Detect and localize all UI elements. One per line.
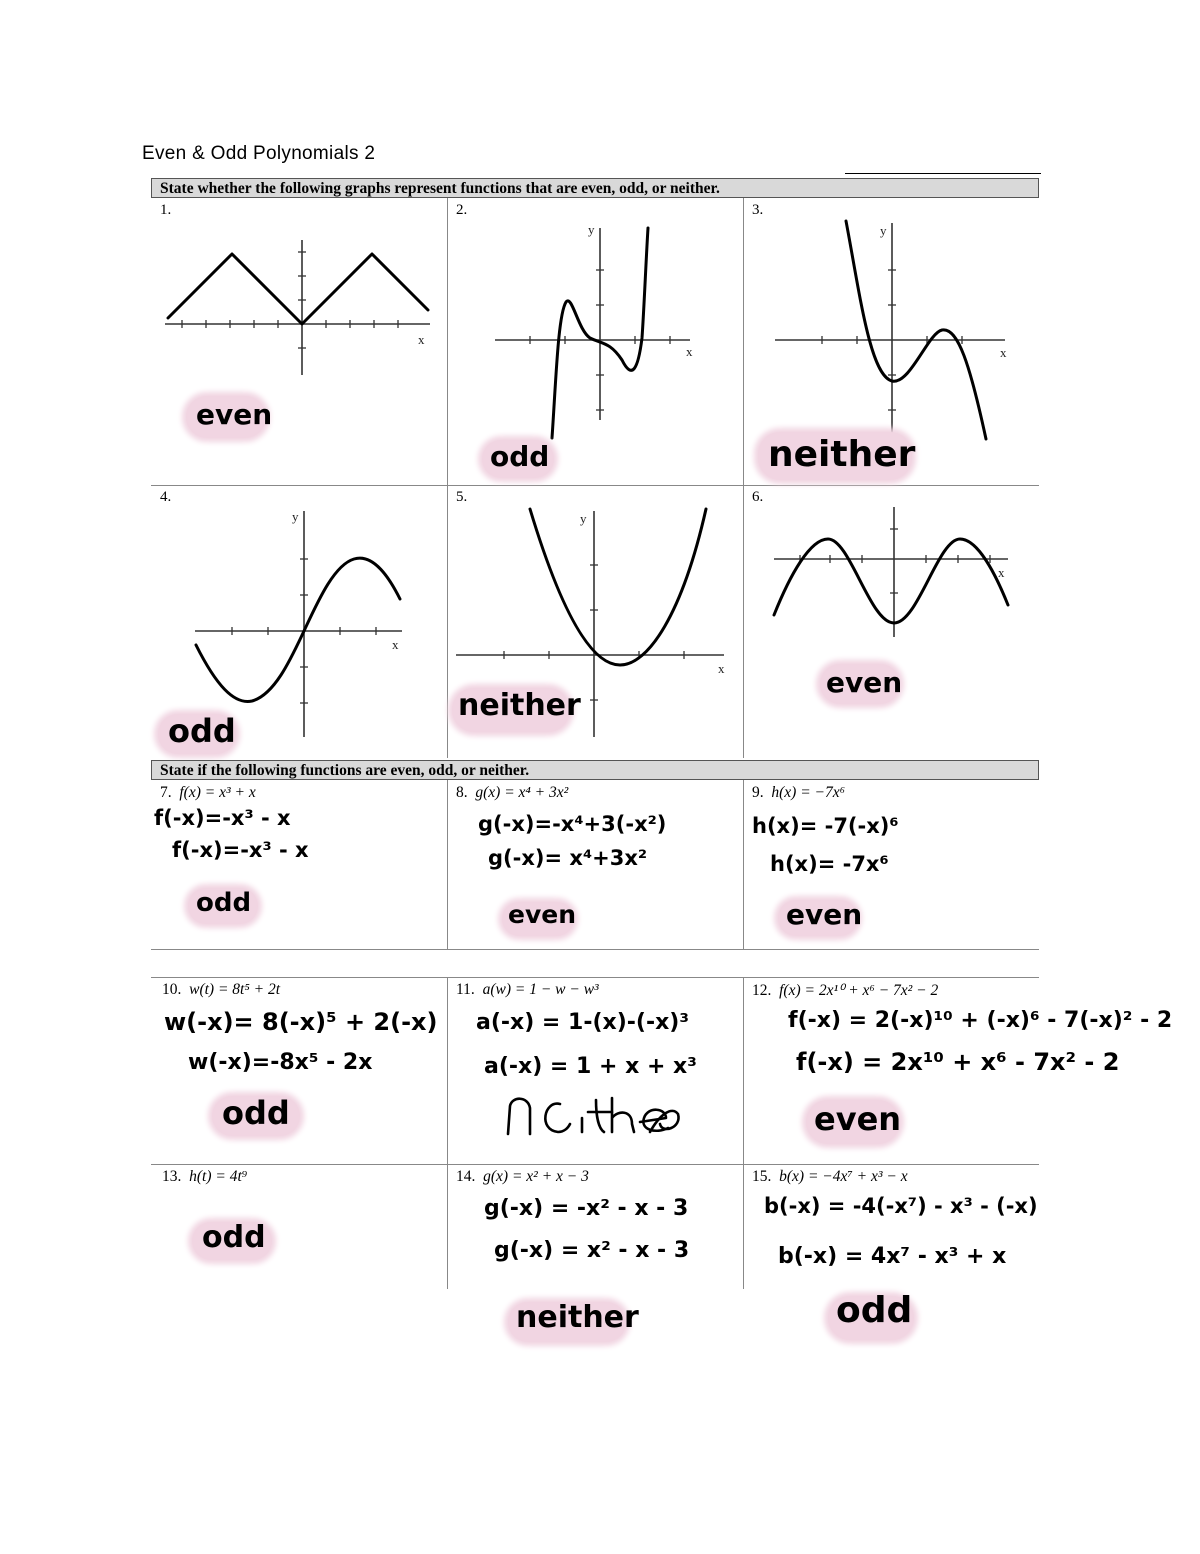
work-line: f(-x) = 2x¹⁰ + x⁶ - 7x² - 2 [796, 1048, 1120, 1076]
x-axis-label: x [686, 344, 693, 359]
graph-2 [490, 220, 700, 440]
answer-5: neither [458, 688, 581, 723]
work-line: f(-x) = 2(-x)¹⁰ + (-x)⁶ - 7(-x)² - 2 [788, 1008, 1173, 1033]
problem-12-statement: 12. f(x) = 2x¹⁰ + x⁶ − 7x² − 2 [752, 982, 939, 999]
graph-1-curve [168, 254, 428, 324]
work-line: b(-x) = 4x⁷ - x³ + x [778, 1244, 1007, 1269]
problem-number: 5. [456, 489, 468, 505]
graph-3 [770, 215, 1015, 445]
answer-11-scribble [500, 1094, 680, 1138]
problem-13-statement: 13. h(t) = 4t⁹ [162, 1168, 248, 1185]
answer-3: neither [768, 434, 916, 475]
graph-1 [160, 230, 440, 380]
answer-8: even [508, 900, 577, 929]
problem-number: 3. [752, 202, 764, 218]
problem-number: 4. [160, 489, 172, 505]
work-line: g(-x) = x² - x - 3 [494, 1238, 690, 1263]
graph-3-curve [846, 221, 986, 439]
work-line: w(-x)= 8(-x)⁵ + 2(-x) [164, 1008, 438, 1036]
x-axis-label: x [392, 637, 399, 652]
work-line: f(-x)=-x³ - x [154, 806, 291, 830]
y-axis-label: y [880, 223, 887, 238]
x-axis-label: x [418, 332, 425, 347]
graph-6-curve [774, 539, 1008, 623]
problem-number: 2. [456, 202, 468, 218]
answer-6: even [826, 666, 903, 699]
name-line [845, 173, 1041, 174]
work-line: h(x)= -7(-x)⁶ [752, 814, 899, 838]
grid-divider [151, 949, 1039, 950]
x-axis-label: x [1000, 345, 1007, 360]
problem-number: 6. [752, 489, 764, 505]
answer-1: even [196, 398, 273, 431]
answer-15: odd [836, 1290, 913, 1331]
work-line: g(-x)= x⁴+3x² [488, 846, 648, 870]
worksheet-title: Even & Odd Polynomials 2 [142, 143, 376, 164]
problem-7-statement: 7. f(x) = x³ + x [160, 784, 256, 801]
x-axis-label: x [718, 661, 725, 676]
answer-2: odd [490, 440, 550, 473]
graph-6 [770, 505, 1015, 640]
problem-14-statement: 14. g(x) = x² + x − 3 [456, 1168, 589, 1185]
graph-4 [190, 505, 415, 740]
work-line: a(-x) = 1-(x)-(-x)³ [476, 1010, 689, 1035]
x-axis-label: x [998, 565, 1005, 580]
y-axis-label: y [588, 222, 595, 237]
answer-9: even [786, 898, 863, 931]
grid-divider [151, 485, 1039, 486]
grid-divider [447, 977, 448, 1289]
grid-divider [743, 198, 744, 758]
problem-15-statement: 15. b(x) = −4x⁷ + x³ − x [752, 1168, 908, 1185]
problem-11-statement: 11. a(w) = 1 − w − w³ [456, 981, 599, 998]
answer-14: neither [516, 1300, 639, 1335]
work-line: f(-x)=-x³ - x [172, 838, 309, 862]
y-axis-label: y [580, 511, 587, 526]
section1-instruction: State whether the following graphs represent functions that are even, odd, or neither. [151, 178, 1039, 198]
work-line: h(x)= -7x⁶ [770, 852, 889, 876]
problem-8-statement: 8. g(x) = x⁴ + 3x² [456, 784, 569, 801]
grid-divider [151, 977, 1039, 978]
problem-10-statement: 10. w(t) = 8t⁵ + 2t [162, 981, 281, 998]
grid-divider [151, 1164, 1039, 1165]
answer-4: odd [168, 712, 236, 750]
answer-12: even [814, 1100, 902, 1138]
grid-divider [447, 198, 448, 758]
work-line: g(-x) = -x² - x - 3 [484, 1196, 689, 1221]
work-line: g(-x)=-x⁴+3(-x²) [478, 812, 667, 836]
work-line: b(-x) = -4(-x⁷) - x³ - (-x) [764, 1194, 1038, 1218]
work-line: w(-x)=-8x⁵ - 2x [188, 1050, 373, 1075]
grid-divider [743, 780, 744, 950]
answer-10: odd [222, 1094, 290, 1132]
answer-7: odd [196, 888, 252, 918]
problem-9-statement: 9. h(x) = −7x⁶ [752, 784, 846, 801]
work-line: a(-x) = 1 + x + x³ [484, 1054, 697, 1079]
answer-13: odd [202, 1220, 266, 1255]
section2-instruction: State if the following functions are even, odd, or neither. [151, 760, 1039, 780]
graph-5-curve [530, 509, 706, 665]
x-ticks [182, 252, 398, 348]
y-axis-label: y [292, 509, 299, 524]
grid-divider [447, 780, 448, 950]
problem-number: 1. [160, 202, 172, 218]
grid-divider [743, 977, 744, 1289]
graph-4-curve [196, 558, 400, 701]
